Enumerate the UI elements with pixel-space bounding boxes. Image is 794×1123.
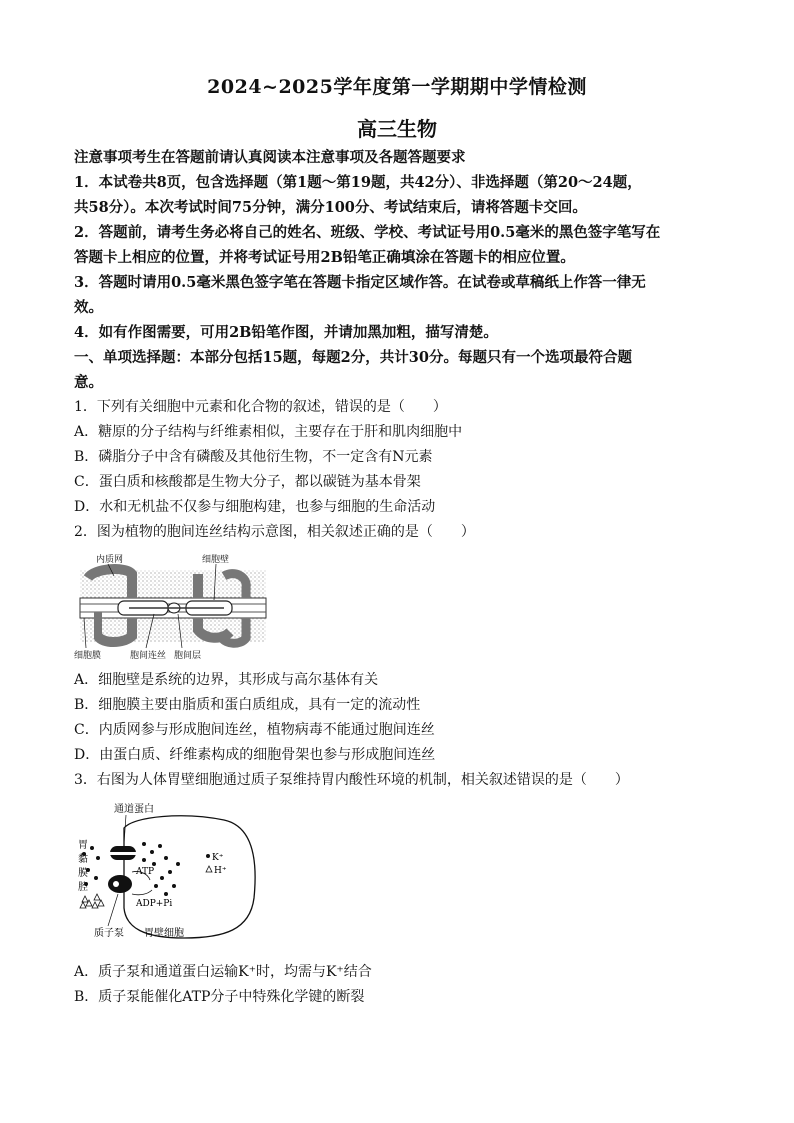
exam-title: 2024~2025学年度第一学期期中学情检测 [207,76,587,98]
fig2-label-wall: 细胞壁 [202,555,230,565]
fig3-label-adp: ADP+Pi [136,899,173,909]
q2-option-b: B．细胞膜主要由脂质和蛋白质组成，具有一定的流动性 [74,697,421,713]
notice-item-3a: 3．答题时请用0.5毫米黑色签字笔在答题卡指定区域作答。在试卷或草稿纸上作答一律无 [74,274,646,291]
notice-item-1b: 共58分）。本次考试时间75分钟，满分100分、考试结束后，请将答题卡交回。 [74,199,587,216]
q3-stem: 3．右图为人体胃壁细胞通过质子泵维持胃内酸性环境的机制，相关叙述错误的是（ ） [74,772,629,788]
q2-option-a: A．细胞壁是系统的边界，其形成与高尔基体有关 [74,672,379,688]
fig3-label-lumen-1: 胃 [78,840,88,851]
notice-item-2b: 答题卡上相应的位置，并将考试证号用2B铅笔正确填涂在答题卡的相应位置。 [74,249,575,266]
section-heading-b: 意。 [74,374,103,391]
fig2-label-er: 内质网 [96,555,124,565]
q1-option-d: D．水和无机盐不仅参与细胞构建，也参与细胞的生命活动 [74,499,436,515]
q1-option-b: B．磷脂分子中含有磷酸及其他衍生物，不一定含有N元素 [74,449,433,465]
fig3-legend-k: K⁺ [212,853,224,863]
fig3-label-cell: 胃壁细胞 [144,928,184,939]
q1-stem: 1．下列有关细胞中元素和化合物的叙述，错误的是（ ） [74,399,447,415]
q2-option-d: D．由蛋白质、纤维素构成的细胞骨架也参与形成胞间连丝 [74,747,436,763]
notice-item-2a: 2．答题前，请考生务必将自己的姓名、班级、学校、考试证号用0.5毫米的黑色签字笔写在 [74,224,661,241]
fig3-label-atp: ATP [136,867,155,877]
q3-option-a: A．质子泵和通道蛋白运输K⁺时，均需与K⁺结合 [74,964,372,980]
notice-heading: 注意事项考生在答题前请认真阅读本注意事项及各题答题要求 [74,149,466,166]
exam-subject: 高三生物 [357,117,437,141]
q2-option-c: C．内质网参与形成胞间连丝，植物病毒不能通过胞间连丝 [74,722,435,738]
fig2-label-middle-lamella: 胞间层 [174,651,202,661]
fig3-label-lumen-2: 黏 [78,854,88,865]
fig3-label-lumen-3: 膜 [78,868,88,879]
notice-item-3b: 效。 [74,299,103,316]
fig3-legend-h: H⁺ [214,866,227,876]
fig3-label-channel: 通道蛋白 [114,804,154,815]
q3-option-b: B．质子泵能催化ATP分子中特殊化学键的断裂 [74,989,365,1005]
fig2-label-plasmodesma: 胞间连丝 [130,651,167,661]
notice-item-4: 4．如有作图需要，可用2B铅笔作图，并请加黑加粗，描写清楚。 [74,324,498,341]
q2-stem: 2．图为植物的胞间连丝结构示意图，相关叙述正确的是（ ） [74,524,475,540]
section-heading-a: 一、单项选择题：本部分包括15题，每题2分，共计30分。每题只有一个选项最符合题 [74,349,632,366]
proton-pump-figure [74,798,264,948]
fig3-label-pump: 质子泵 [94,928,124,939]
q1-option-a: A．糖原的分子结构与纤维素相似，主要存在于肝和肌肉细胞中 [74,424,463,440]
plasmodesma-figure [74,548,274,663]
q1-option-c: C．蛋白质和核酸都是生物大分子，都以碳链为基本骨架 [74,474,421,490]
notice-item-1a: 1．本试卷共8页，包含选择题（第1题～第19题，共42分）、非选择题（第20～24题， [74,174,642,191]
fig2-label-membrane: 细胞膜 [74,651,102,661]
fig3-label-lumen-4: 腔 [78,882,88,893]
